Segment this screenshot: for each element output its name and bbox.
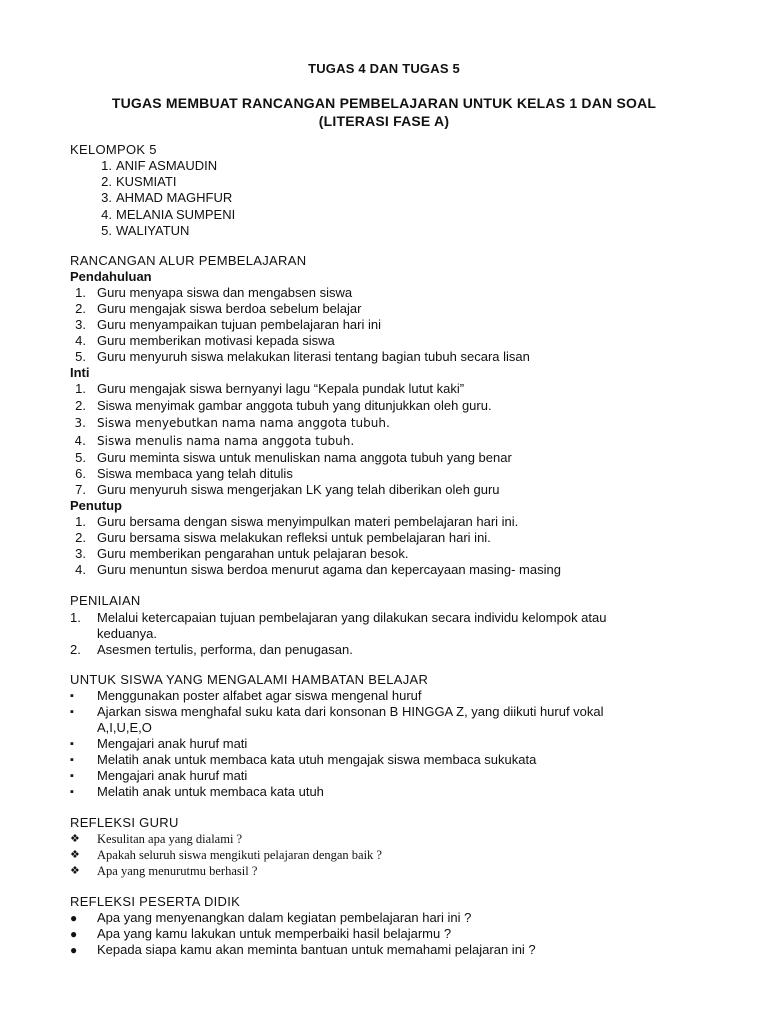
pendahuluan-label: Pendahuluan [70,269,152,284]
list-item [70,207,710,223]
list-text: Guru memberikan pengarahan untuk pelajaran besok. [97,546,409,562]
list-item [70,610,710,642]
list-text: Guru menyuruh siswa melakukan literasi tentang bagian tubuh secara lisan [97,349,530,365]
list-text: Guru mengajak siswa berdoa sebelum belajar [97,301,362,317]
list-text: Guru meminta siswa untuk menuliskan nama anggota tubuh yang benar [97,449,512,465]
list-item [70,546,710,562]
list-number: 1. [75,381,86,397]
list-item [70,910,710,926]
list-item [70,926,710,942]
list-text: Asesmen tertulis, performa, dan penugasan. [97,642,353,657]
list-item [70,381,710,397]
penilaian-section [70,593,710,658]
document-title: TUGAS 4 DAN TUGAS 5 [308,61,460,76]
inti-list [70,381,710,497]
list-item [70,704,710,736]
list-item [70,223,710,239]
list-item [70,768,710,784]
refleksi-guru-section [70,815,710,879]
list-number: 2. [70,642,81,657]
list-item [70,285,710,301]
list-number: 3. [101,190,112,206]
list-item [70,414,710,432]
list-item [70,174,710,190]
list-item [70,642,710,658]
list-item [70,349,710,365]
list-number: 1. [75,513,86,529]
refleksi-peserta-heading: REFLEKSI PESERTA DIDIK [70,894,241,909]
list-text: Guru menuntun siswa berdoa menurut agama dan kepercayaan masing- masing [97,562,561,578]
list-item [70,398,710,414]
list-number: 2. [75,301,86,317]
refleksi-peserta-list [70,910,710,958]
subtitle-line-1: TUGAS MEMBUAT RANCANGAN PEMBELAJARAN UNTUK KELAS 1 DAN SOAL [111,95,657,111]
refleksi-peserta-section [70,894,710,958]
member-name: ANIF ASMAUDIN [116,158,218,173]
list-text: Ajarkan siswa menghafal suku kata dari konsonan B HINGGA Z, yang diikuti huruf vokal A,I,U,E,O [97,704,604,735]
group-section [70,142,710,239]
group-heading: KELOMPOK 5 [70,142,157,157]
list-number: 3. [75,546,86,562]
list-number: 2. [101,174,112,190]
list-text: Melatih anak untuk membaca kata utuh [97,784,324,799]
list-item [70,333,710,349]
list-item [70,688,710,704]
square-bullet-icon: ▪ [70,690,74,702]
diamond-bullet-icon: ❖ [70,865,80,877]
list-number: 5. [75,449,86,465]
list-number: 4. [74,433,86,448]
list-item [70,942,710,958]
list-item [70,158,710,174]
penutup-list [70,514,710,578]
pendahuluan-list [70,285,710,365]
list-text: Melalui ketercapaian tujuan pembelajaran yang dilakukan secara individu kelompok atau keduanya. [97,610,607,641]
square-bullet-icon: ▪ [70,706,74,718]
list-item [70,847,710,863]
list-item [70,450,710,466]
diamond-bullet-icon: ❖ [70,849,80,861]
list-number: 6. [75,465,86,481]
penutup-label: Penutup [70,497,122,513]
list-item [70,736,710,752]
list-text: Kesulitan apa yang dialami ? [97,832,243,846]
hambatan-heading: UNTUK SISWA YANG MENGALAMI HAMBATAN BELAJAR [70,672,429,687]
square-bullet-icon: ▪ [70,786,74,798]
list-number: 1. [101,158,112,173]
member-name: KUSMIATI [116,174,177,190]
list-item [70,190,710,206]
list-text: Siswa menyebutkan nama nama anggota tubuh. [97,415,390,430]
list-number: 2. [75,530,86,546]
list-text: Guru bersama dengan siswa menyimpulkan materi pembelajaran hari ini. [97,513,519,529]
group-member-list [70,158,710,239]
diamond-bullet-icon: ❖ [70,833,80,845]
list-item [70,752,710,768]
list-text: Kepada siapa kamu akan meminta bantuan untuk memahami pelajaran ini ? [97,942,536,957]
list-item [70,562,710,578]
refleksi-guru-heading: REFLEKSI GURU [70,815,179,830]
list-item [70,514,710,530]
list-text: Apa yang menyenangkan dalam kegiatan pembelajaran hari ini ? [97,910,472,925]
member-name: WALIYATUN [116,222,190,238]
list-text: Apa yang kamu lakukan untuk memperbaiki hasil belajarmu ? [97,926,452,941]
square-bullet-icon: ▪ [70,738,74,750]
list-number: 4. [75,333,86,349]
list-text: Mengajari anak huruf mati [97,736,248,751]
list-item [70,301,710,317]
hambatan-section [70,672,710,800]
list-text: Apa yang menurutmu berhasil ? [97,864,258,878]
square-bullet-icon: ▪ [70,770,74,782]
list-number: 1. [75,285,86,300]
list-text: Siswa menulis nama nama anggota tubuh. [97,433,355,448]
list-item [70,432,710,450]
member-name: MELANIA SUMPENI [116,206,236,222]
list-text: Menggunakan poster alfabet agar siswa mengenal huruf [97,688,422,703]
list-text: Guru mengajak siswa bernyanyi lagu “Kepala pundak lutut kaki” [97,381,465,397]
list-text: Siswa membaca yang telah ditulis [97,465,293,481]
member-name: AHMAD MAGHFUR [116,190,233,206]
dot-bullet-icon: ● [70,927,78,941]
penilaian-heading: PENILAIAN [70,593,141,608]
list-number: 2. [75,397,86,413]
dot-bullet-icon: ● [70,943,78,957]
subtitle-line-2: (LITERASI FASE A) [318,113,450,129]
list-number: 1. [70,610,81,625]
list-text: Guru menyapa siswa dan mengabsen siswa [97,285,353,300]
list-item [70,482,710,498]
list-item [70,530,710,546]
list-text: Guru menyuruh siswa mengerjakan LK yang telah diberikan oleh guru [97,481,500,497]
list-text: Apakah seluruh siswa mengikuti pelajaran dengan baik ? [97,848,382,862]
list-number: 3. [75,317,86,333]
list-text: Guru memberikan motivasi kepada siswa [97,333,335,349]
document-subtitle [0,94,768,130]
refleksi-guru-list [70,831,710,879]
alur-heading: RANCANGAN ALUR PEMBELAJARAN [70,253,307,268]
list-text: Guru bersama siswa melakukan refleksi untuk pembelajaran hari ini. [97,530,491,546]
list-item [70,863,710,879]
square-bullet-icon: ▪ [70,754,74,766]
alur-section [70,253,710,578]
list-item [70,784,710,800]
list-text: Melatih anak untuk membaca kata utuh mengajak siswa membaca sukukata [97,752,537,767]
hambatan-list [70,688,710,800]
inti-label: Inti [70,365,90,381]
penilaian-list [70,610,710,658]
dot-bullet-icon: ● [70,911,78,925]
list-number: 4. [75,562,86,578]
list-text: Mengajari anak huruf mati [97,768,248,783]
list-number: 5. [75,349,86,365]
list-item [70,317,710,333]
list-item [70,831,710,847]
list-text: Guru menyampaikan tujuan pembelajaran hari ini [97,317,381,333]
list-number: 5. [101,222,112,238]
list-number: 4. [101,206,112,222]
list-number: 3. [74,415,86,430]
list-item [70,466,710,482]
list-number: 7. [75,481,86,497]
list-text: Siswa menyimak gambar anggota tubuh yang ditunjukkan oleh guru. [97,397,492,413]
